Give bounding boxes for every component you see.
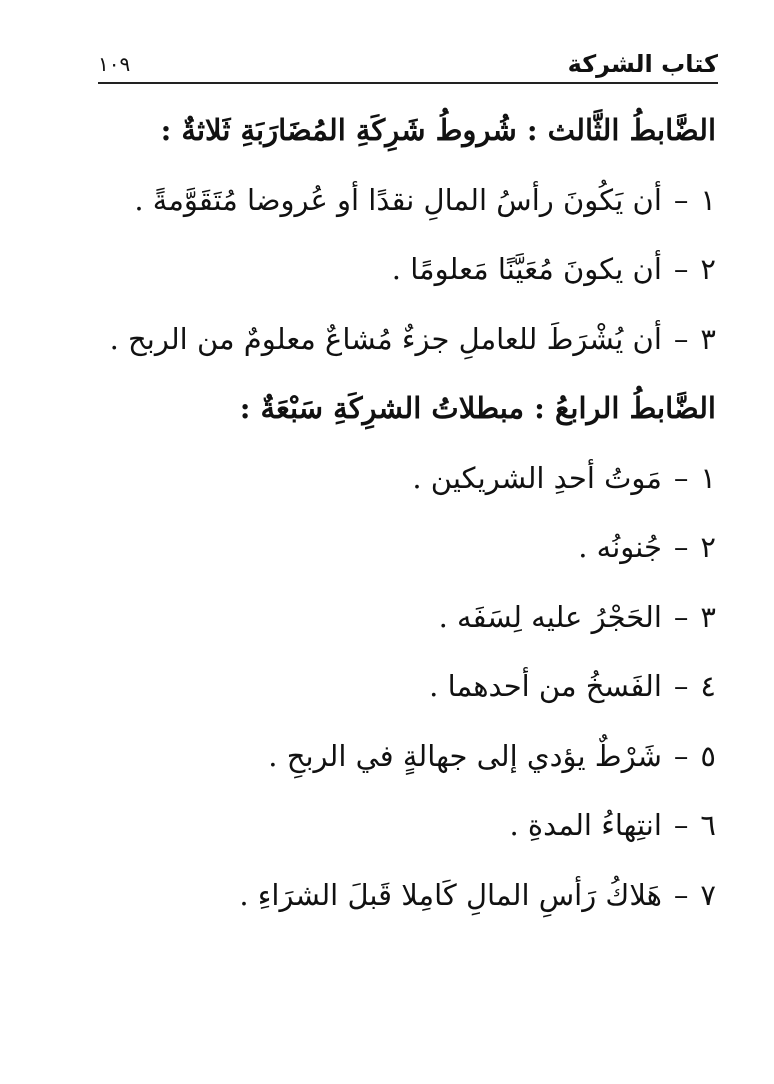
item-number: ٧	[700, 877, 716, 912]
list-item: ٢–جُنونُه .	[76, 517, 716, 587]
list-item: ٦–انتِهاءُ المدةِ .	[76, 795, 716, 865]
item-text: أن يُشْرَطَ للعاملِ جزءٌ مُشاعٌ معلومٌ من الربح .	[109, 321, 662, 356]
section-heading-third-rule: الضَّابطُ الثَّالث : شُروطُ شَرِكَةِ المُضَارَبَةِ ثَلاثةٌ :	[160, 113, 716, 147]
item-text: مَوتُ أحدِ الشريكين .	[412, 460, 662, 495]
item-number: ١	[700, 460, 716, 495]
item-number: ٤	[700, 669, 716, 703]
item-text: جُنونُه .	[578, 530, 662, 564]
item-number: ٢	[700, 530, 716, 564]
item-text: أن يَكُونَ رأسُ المالِ نقدًا أو عُروضا مُتَقَوَّمةً .	[134, 182, 662, 217]
item-text: الحَجْرُ عليه لِسَفَه .	[438, 599, 662, 634]
list-item: ١–أن يَكُونَ رأسُ المالِ نقدًا أو عُروضا مُتَقَوَّمةً .	[76, 170, 716, 240]
item-number: ٣	[700, 321, 716, 356]
item-text: انتِهاءُ المدةِ .	[509, 808, 662, 842]
item-number: ٢	[700, 252, 716, 286]
page-number: ١٠٩	[98, 52, 131, 76]
page-header	[98, 40, 718, 84]
list-item: ٤–الفَسخُ من أحدهما .	[76, 656, 716, 726]
list-item: ٧–هَلاكُ رَأسِ المالِ كَامِلا قَبلَ الشرَاءِ .	[76, 865, 716, 935]
item-number: ٦	[700, 808, 716, 842]
item-text: شَرْطٌ يؤدي إلى جهالةٍ في الربحِ .	[268, 738, 662, 773]
list-item: ٣–الحَجْرُ عليه لِسَفَه .	[76, 587, 716, 657]
book-title: كتاب الشركة	[567, 50, 718, 78]
item-text: هَلاكُ رَأسِ المالِ كَامِلا قَبلَ الشرَاءِ .	[239, 877, 662, 912]
item-text: أن يكونَ مُعَيَّنًا مَعلومًا .	[391, 252, 662, 286]
list-item: ٥–شَرْطٌ يؤدي إلى جهالةٍ في الربحِ .	[76, 726, 716, 796]
list-item: ٣–أن يُشْرَطَ للعاملِ جزءٌ مُشاعٌ معلومٌ من الربح .	[76, 309, 716, 379]
section-heading-fourth-rule: الضَّابطُ الرابعُ : مبطلاتُ الشرِكَةِ سَبْعَةٌ :	[239, 391, 716, 425]
item-text: الفَسخُ من أحدهما .	[429, 669, 662, 703]
item-number: ٣	[700, 599, 716, 634]
list-item: ٢–أن يكونَ مُعَيَّنًا مَعلومًا .	[76, 239, 716, 309]
list-item: ١–مَوتُ أحدِ الشريكين .	[76, 448, 716, 518]
item-number: ١	[700, 182, 716, 217]
page-body	[76, 100, 716, 934]
item-number: ٥	[700, 738, 716, 773]
